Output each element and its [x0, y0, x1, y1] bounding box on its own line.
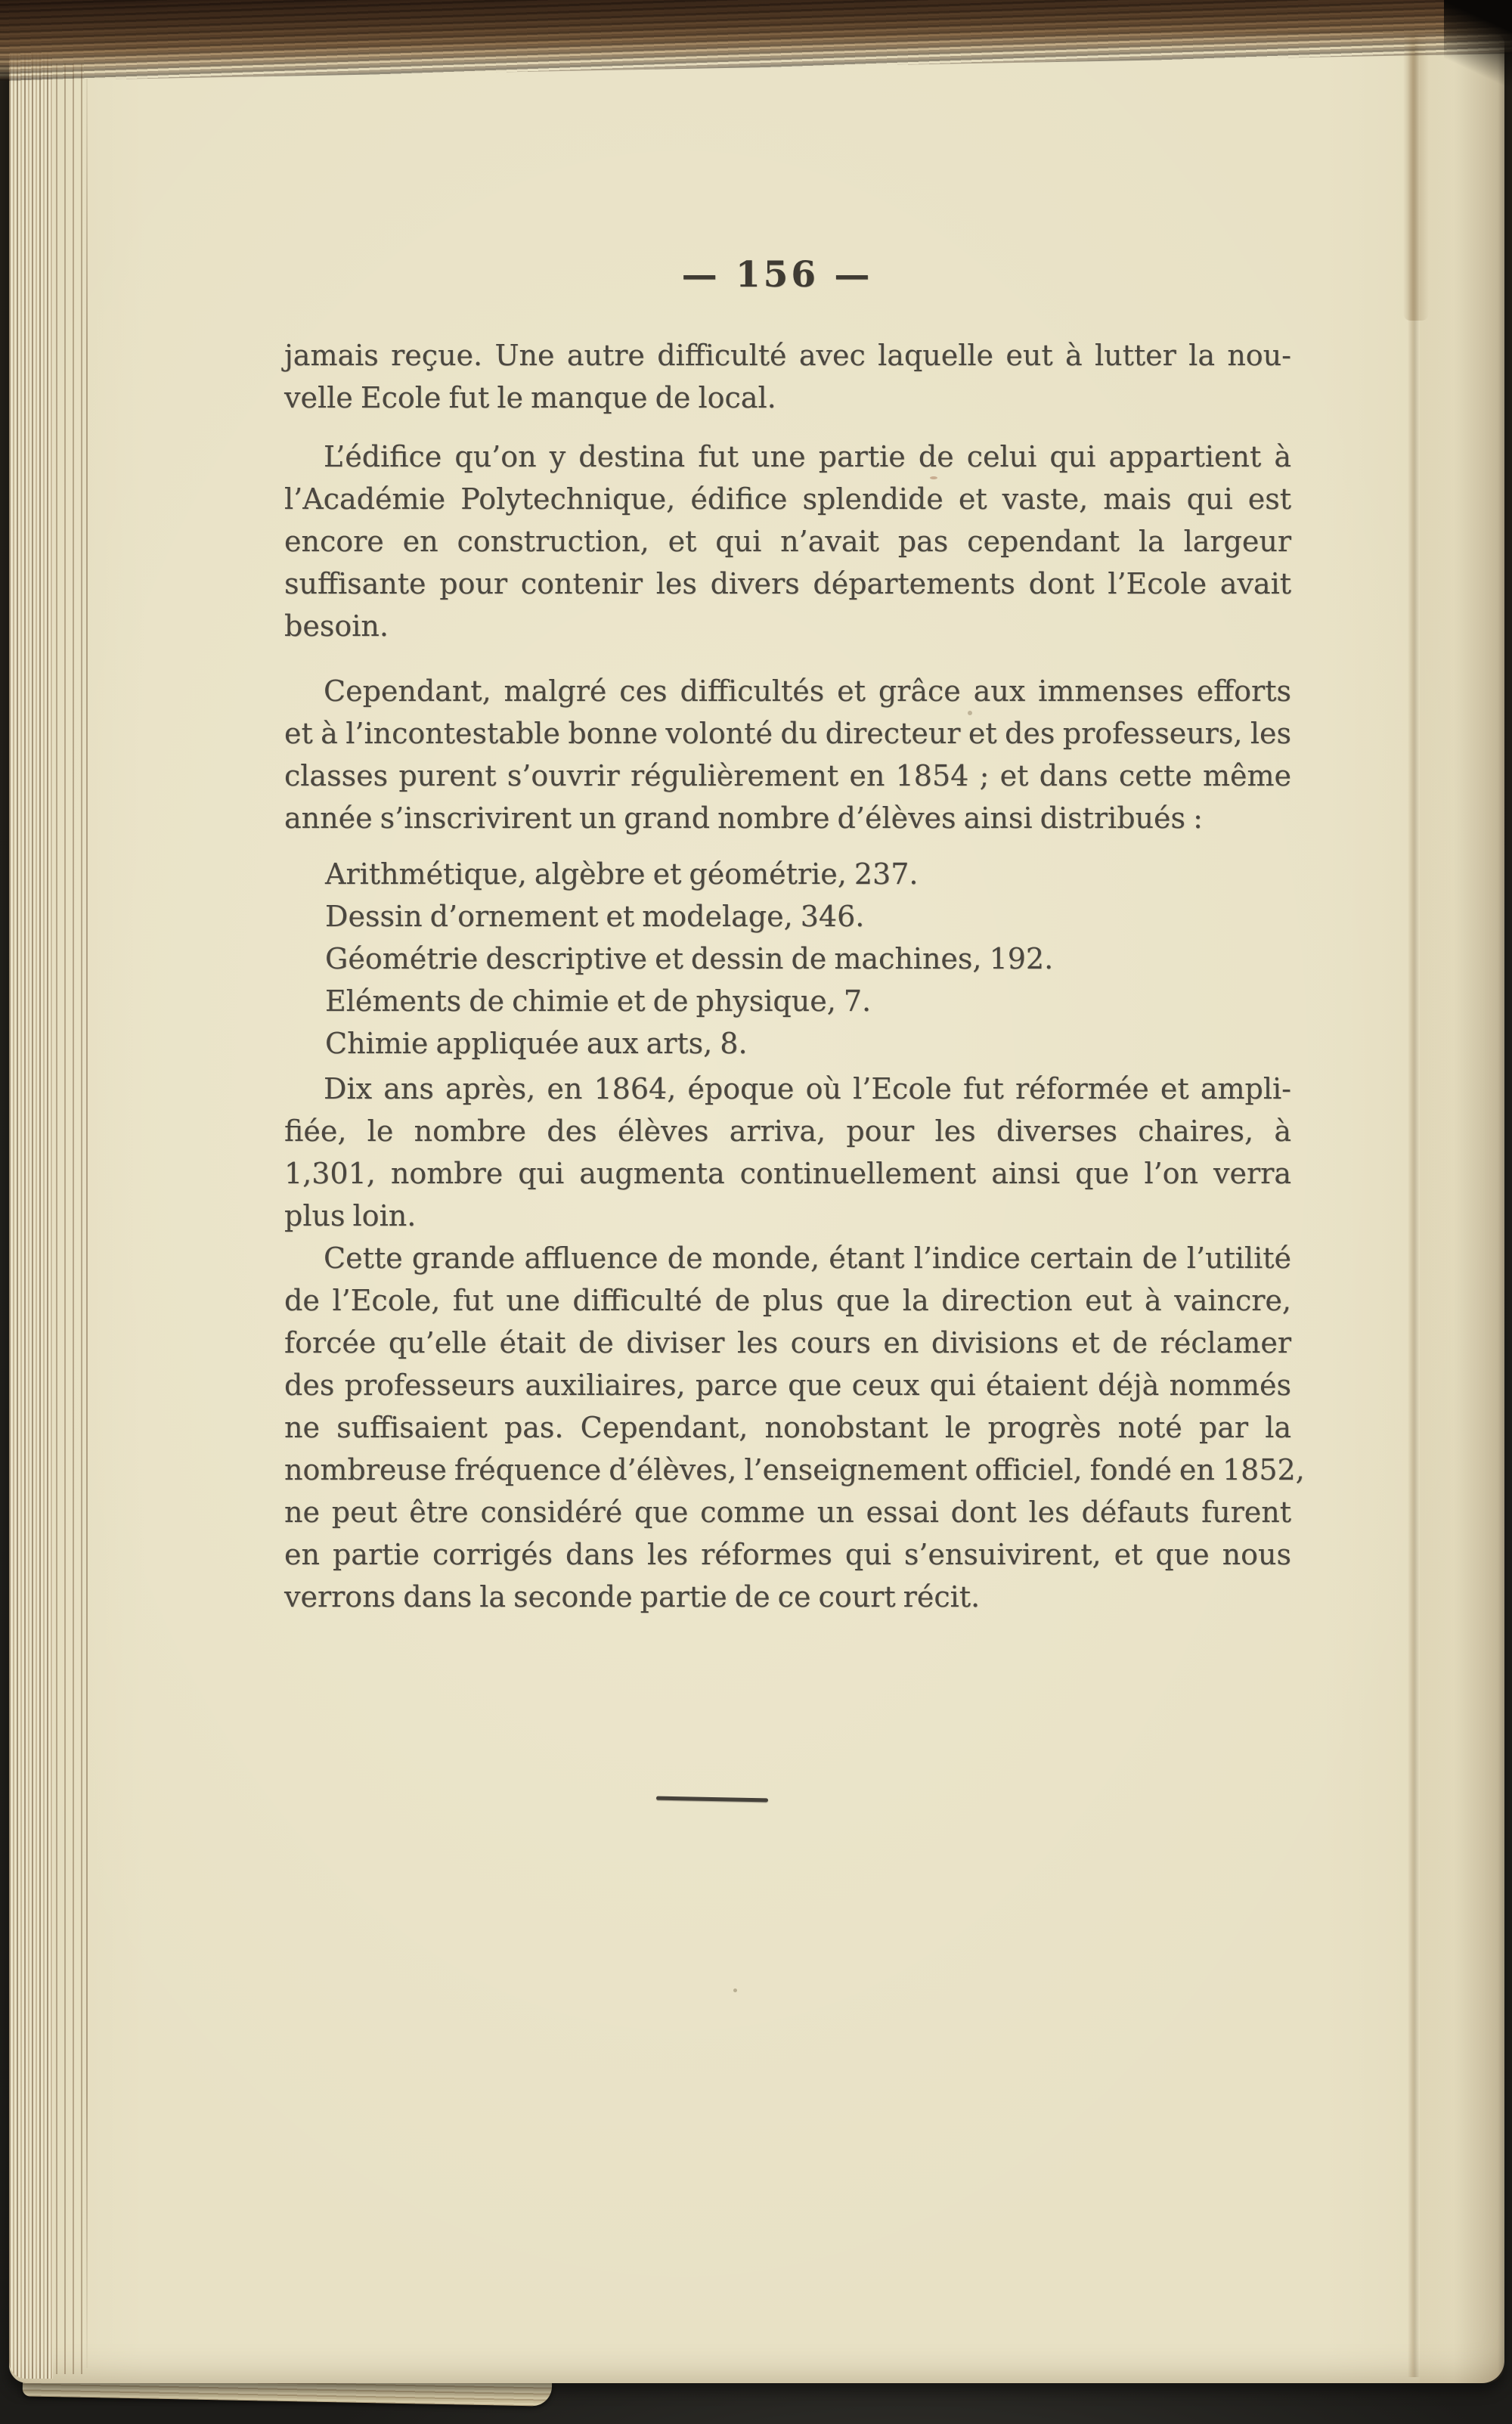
list-item: Dessin d’ornement et modelage, 346.	[325, 900, 865, 933]
text-line: 1,301, nombre qui augmenta continuellement ainsi que l’on verra	[284, 1157, 1291, 1190]
text-line: fiée, le nombre des élèves arriva, pour les diverses chaires, à	[284, 1114, 1291, 1148]
foxing-speck	[733, 1988, 737, 1992]
leaf-edge-line	[86, 79, 88, 2368]
text-line: classes purent s’ouvrir régulièrement en 1854 ; et dans cette même	[284, 759, 1291, 792]
text-line: plus loin.	[284, 1199, 417, 1232]
text-line: forcée qu’elle était de diviser les cours en divisions et de réclamer	[284, 1326, 1291, 1359]
left-page-stack-edges	[9, 51, 53, 2379]
list-item: Arithmétique, algèbre et géométrie, 237.	[325, 857, 919, 891]
text-line: jamais reçue. Une autre difficulté avec laquelle eut à lutter la nou-	[284, 339, 1291, 372]
left-page-stack-edges-inner	[56, 64, 83, 2374]
text-line: Cette grande affluence de monde, étant l’indice certain de l’utilité	[324, 1241, 1291, 1275]
page-number: — 156 —	[681, 254, 873, 296]
text-line: des professeurs auxiliaires, parce que ceux qui étaient déjà nommés	[284, 1369, 1291, 1402]
text-line: l’Académie Polytechnique, édifice splendide et vaste, mais qui est	[284, 482, 1291, 516]
text-line: verrons dans la seconde partie de ce court récit.	[284, 1580, 981, 1613]
text-line: L’édifice qu’on y destina fut une partie de celui qui appartient à	[324, 440, 1291, 473]
text-column	[284, 254, 1305, 1618]
text-line: suffisante pour contenir les divers départements dont l’Ecole avait	[284, 567, 1291, 600]
enrollment-list	[284, 853, 1291, 1065]
paragraph	[284, 1068, 1291, 1237]
text-line: besoin.	[284, 609, 389, 643]
text-line: ne peut être considéré que comme un essai dont les défauts furent	[284, 1496, 1291, 1529]
text-line: nombreuse fréquence d’élèves, l’enseignement officiel, fondé en 1852,	[284, 1453, 1305, 1486]
gutter-crease	[1408, 33, 1420, 2377]
paragraph	[284, 670, 1291, 839]
text-line: encore en construction, et qui n’avait pas cependant la largeur	[284, 525, 1291, 558]
list-item: Eléments de chimie et de physique, 7.	[325, 984, 872, 1018]
text-line: Cependant, malgré ces difficultés et grâce aux immenses efforts	[324, 674, 1291, 708]
paragraph	[284, 1237, 1305, 1618]
paragraph	[284, 436, 1291, 647]
gutter-shading	[1420, 33, 1504, 2383]
list-item: Géométrie descriptive et dessin de machines, 192.	[325, 942, 1054, 975]
text-line: en partie corrigés dans les réformes qui s’ensuivirent, et que nous	[284, 1538, 1291, 1571]
paragraph	[284, 334, 1291, 419]
text-line: Dix ans après, en 1864, époque où l’Ecole fut réformée et ampli-	[324, 1072, 1291, 1105]
top-right-shadow	[1444, 0, 1512, 113]
text-line: velle Ecole fut le manque de local.	[284, 381, 776, 414]
text-line: ne suffisaient pas. Cependant, nonobstant le progrès noté par la	[284, 1411, 1291, 1444]
text-line: et à l’incontestable bonne volonté du directeur et des professeurs, les	[284, 717, 1291, 750]
gutter-crease-top	[1403, 33, 1429, 321]
text-line: de l’Ecole, fut une difficulté de plus que la direction eut à vaincre,	[284, 1284, 1291, 1317]
list-item: Chimie appliquée aux arts, 8.	[325, 1027, 748, 1060]
text-line: année s’inscrivirent un grand nombre d’élèves ainsi distribués :	[284, 801, 1203, 835]
